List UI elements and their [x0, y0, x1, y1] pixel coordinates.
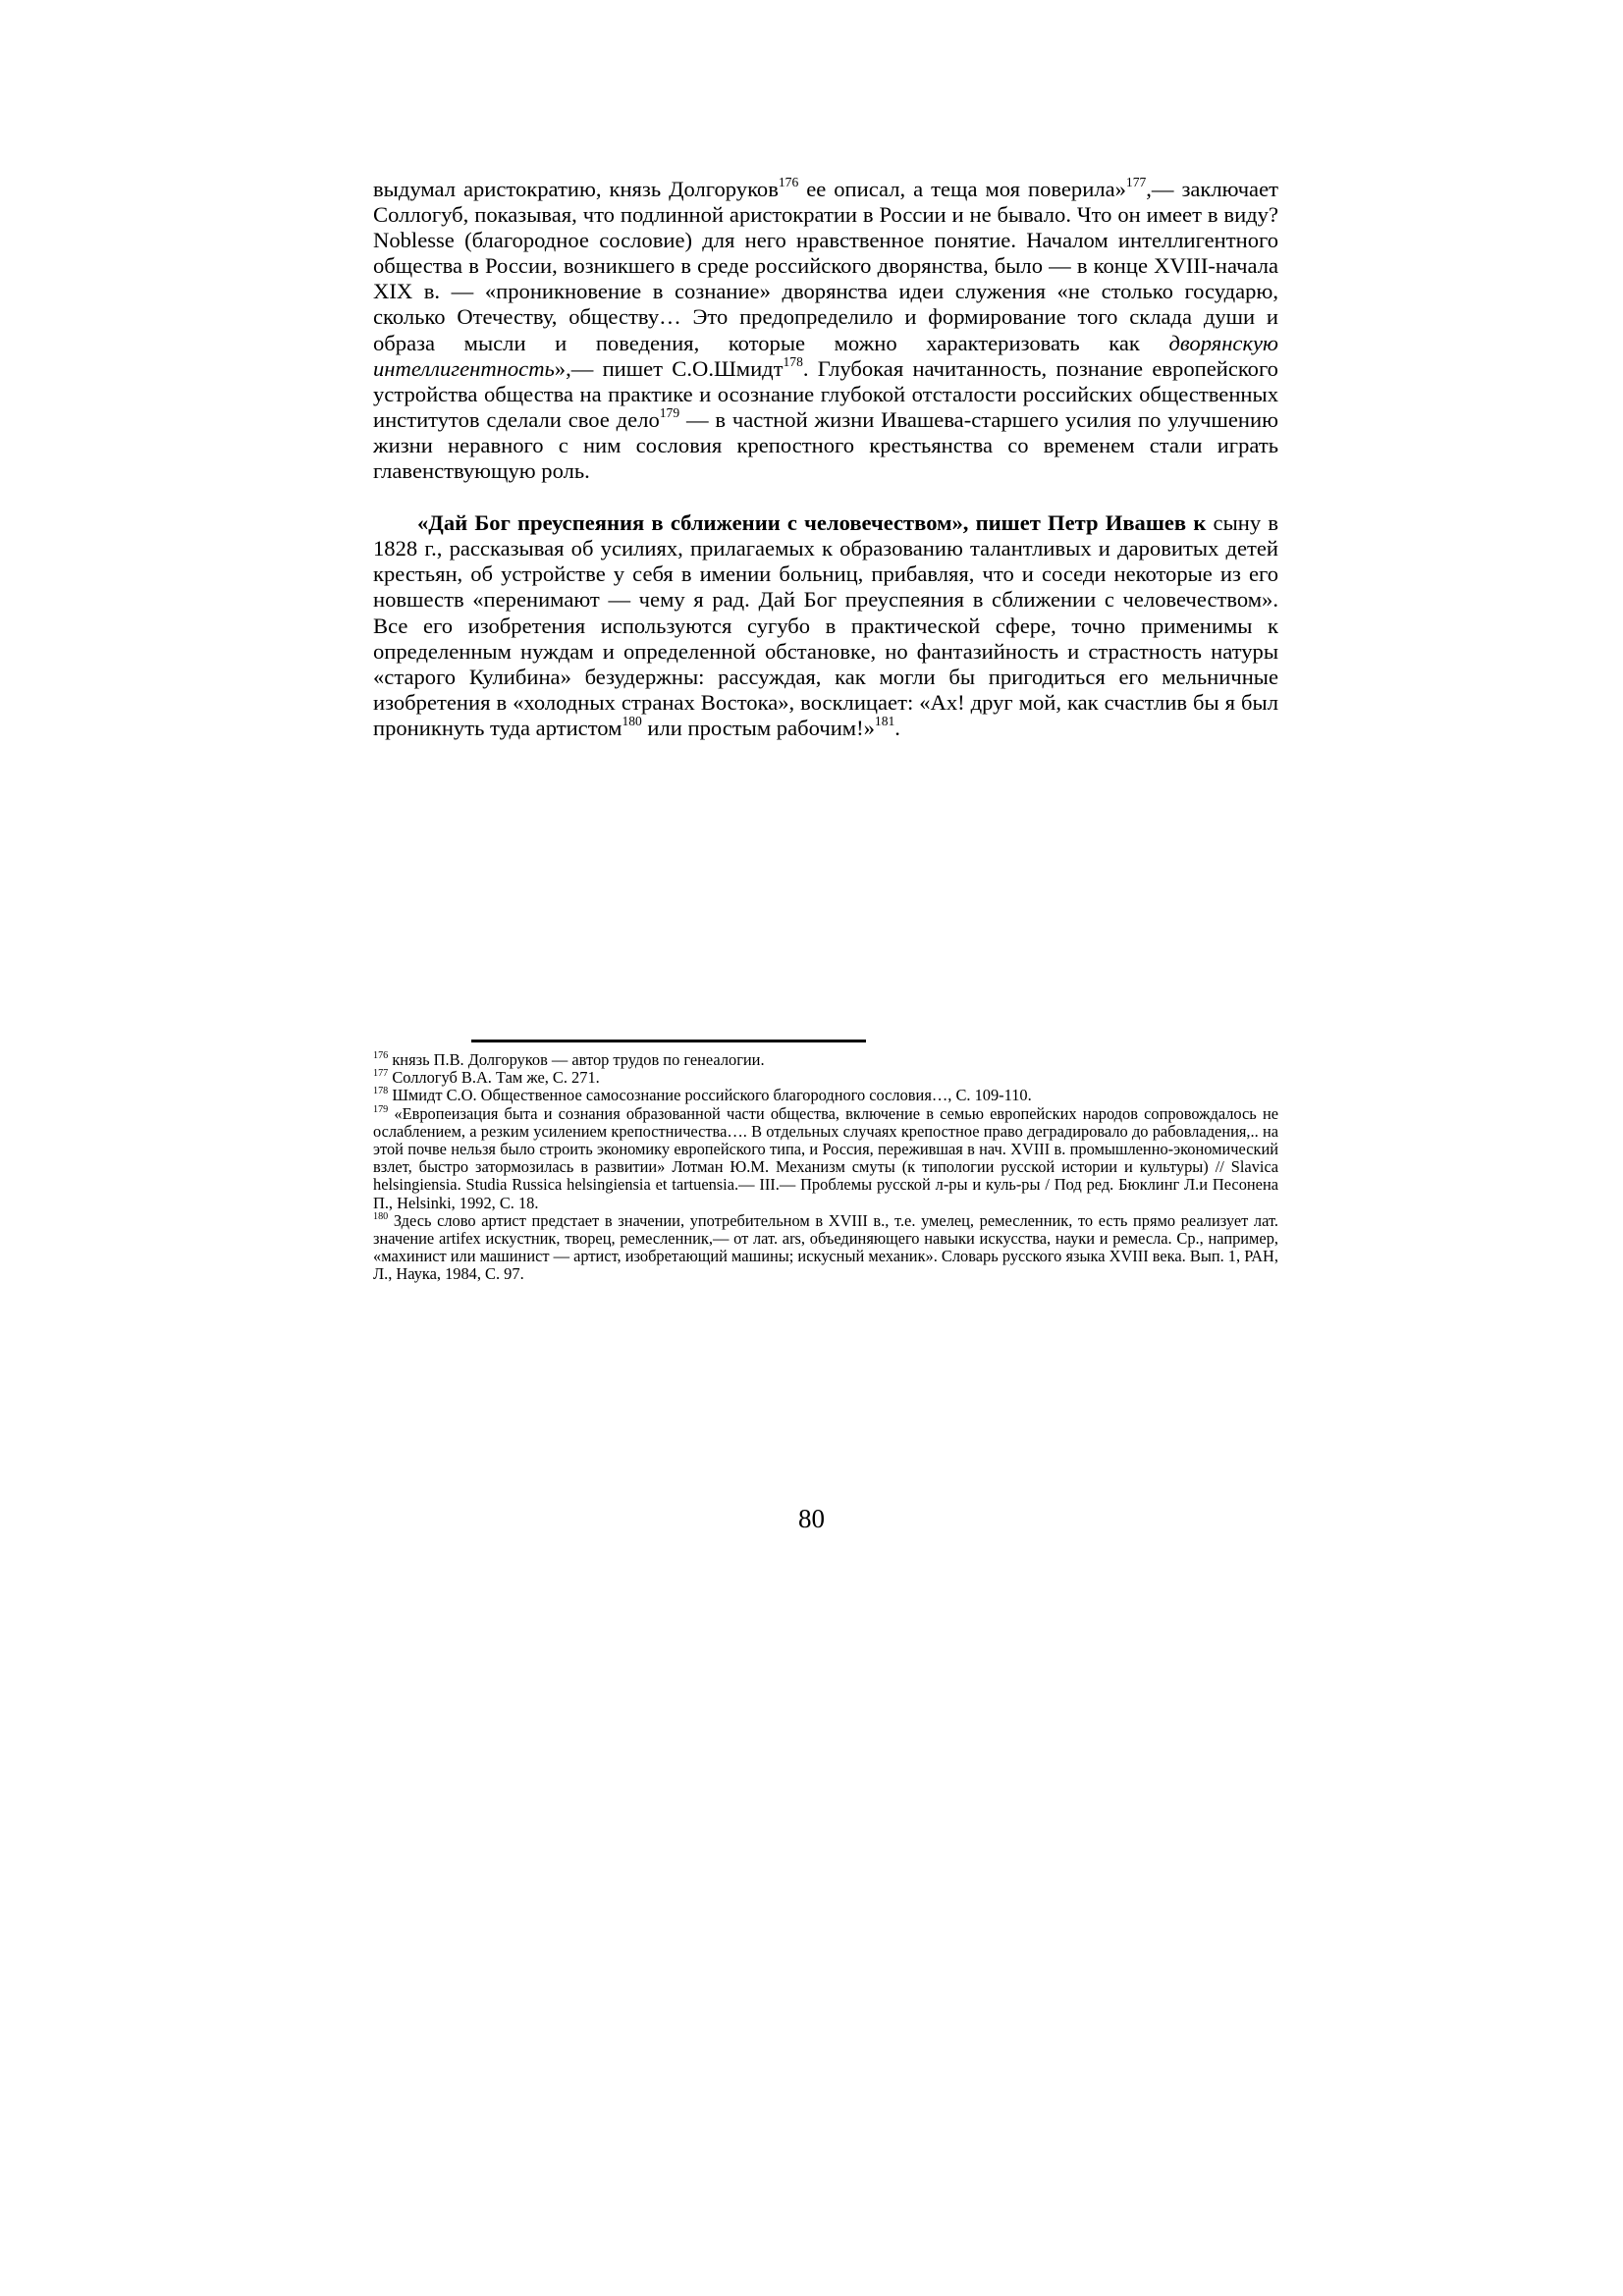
italic-phrase: дворянскую интеллигентность — [373, 330, 1278, 381]
footnote-number: 179 — [373, 1103, 389, 1115]
footnote-176 — [373, 1051, 1278, 1069]
footnote-number: 178 — [373, 1086, 389, 1097]
footnote-ref-181[interactable]: 181 — [874, 713, 895, 728]
footnote-text: Здесь слово артист предстает в значении, употребительном в XVIII в., т.е. умелец, ремесленник, то есть прямо реализует лат. значение artifex искустник, творец, ремесленник,— от лат. ars, объединяющего навыки искусства, науки и ремесла. Ср., например, «махинист или машинист — артист, изобретающий машины; искусный механик». Словарь русского языка XVIII века. Вып. 1, РАН, Л., Наука, 1984, С. 97. — [373, 1210, 1278, 1284]
text-run: ,— заключает Соллогуб, показывая, что подлинной аристократии в России и не бывало. Что он имеет в виду? Noblesse (благородное сословие) для него нравственное понятие. Началом интеллигентного общества в России, возникшего в среде российского дворянства, было — в конце XVIII-начала XIX в. — «проникновение в сознание» дворянства идеи служения «не столько государю, сколько Отечеству, обществу… Это предопределило и формирование того склада души и образа мысли и поведения, которые можно характеризовать как — [373, 177, 1278, 355]
footnote-text: князь П.В. Долгоруков — автор трудов по генеалогии. — [388, 1050, 765, 1069]
footnote-ref-176[interactable]: 176 — [778, 174, 799, 189]
text-run: — в частной жизни Ивашева-старшего усилия по улучшению жизни неравного с ним сословия крепостного крестьянства со временем стали играть главенствующую роль. — [373, 406, 1278, 484]
text-run: или простым рабочим!» — [641, 715, 875, 740]
page-number: 80 — [798, 1504, 825, 1533]
text-run: . Глубокая начитанность, познание европейского устройства общества на практике и осознание глубокой отсталости российских общественных институтов сделали свое дело — [373, 355, 1278, 432]
footnote-177 — [373, 1069, 1278, 1087]
page-body — [373, 174, 1278, 741]
footnote-ref-180[interactable]: 180 — [622, 713, 642, 728]
paragraph-2 — [373, 510, 1278, 741]
bold-lead-in: «Дай Бог преуспеяния в сближении с человечеством», пишет Петр Ивашев к — [417, 510, 1207, 536]
footnote-178 — [373, 1087, 1278, 1104]
footnote-ref-177[interactable]: 177 — [1125, 174, 1147, 189]
paragraph-1 — [373, 174, 1278, 484]
text-run: сыну в 1828 г., рассказывая об усилиях, прилагаемых к образованию талантливых и даровитых детей крестьян, об устройстве у себя в имении больниц, прибавляя, что и соседи некоторые из его новшеств «перенимают — чему я рад. Дай Бог преуспеяния в сближении с человечеством». Все его изобретения используются сугубо в практической сфере, точно применимы к определенным нуждам и определенной обстановке, но фантазийность и страстность натуры «старого Кулибина» безудержны: рассуждая, как могли бы пригодиться его мельничные изобретения в «холодных странах Востока», восклицает: «Ах! друг мой, как счастлив бы я был проникнуть туда артистом — [373, 510, 1278, 740]
text-run: ее описал, а теща моя поверила» — [798, 177, 1126, 201]
footnote-text: Соллогуб В.А. Там же, С. 271. — [388, 1068, 600, 1088]
text-run: . — [894, 715, 900, 740]
footnote-180 — [373, 1212, 1278, 1284]
footnote-number: 176 — [373, 1049, 389, 1061]
footnote-number: 180 — [373, 1210, 389, 1222]
footnotes — [373, 1051, 1278, 1284]
footnote-text: «Европеизация быта и сознания образованной части общества, включение в семью европейских народов сопровождалось не ослаблением, а резким усилением крепостничества…. В отдельных случаях крепостное право деградировало до рабовладения,.. на этой почве нельзя было строить экономику европейского типа, и Россия, пережившая в нач. XVIII в. промышленно-экономический взлет, быстро затормозилась в развитии» Лотман Ю.М. Механизм смуты (к типологии русской истории и культуры) // Slavica helsingiensia. Studia Russica helsingiensia et tartuensia.— III.— Проблемы русской л-ры и куль-ры / Под ред. Бюклинг Л.и Песонена П., Helsinki, 1992, С. 18. — [373, 1103, 1278, 1212]
footnote-separator — [471, 1040, 866, 1042]
text-run: выдумал аристократию, князь Долгоруков — [373, 177, 779, 201]
footnote-179 — [373, 1105, 1278, 1212]
footnote-ref-179[interactable]: 179 — [659, 404, 680, 420]
footnote-ref-178[interactable]: 178 — [783, 353, 803, 369]
footnote-number: 177 — [373, 1068, 389, 1080]
text-run: »,— пишет С.О.Шмидт — [554, 355, 784, 381]
footnote-text: Шмидт С.О. Общественное самосознание российского благородного сословия…, С. 109-110. — [388, 1086, 1032, 1105]
